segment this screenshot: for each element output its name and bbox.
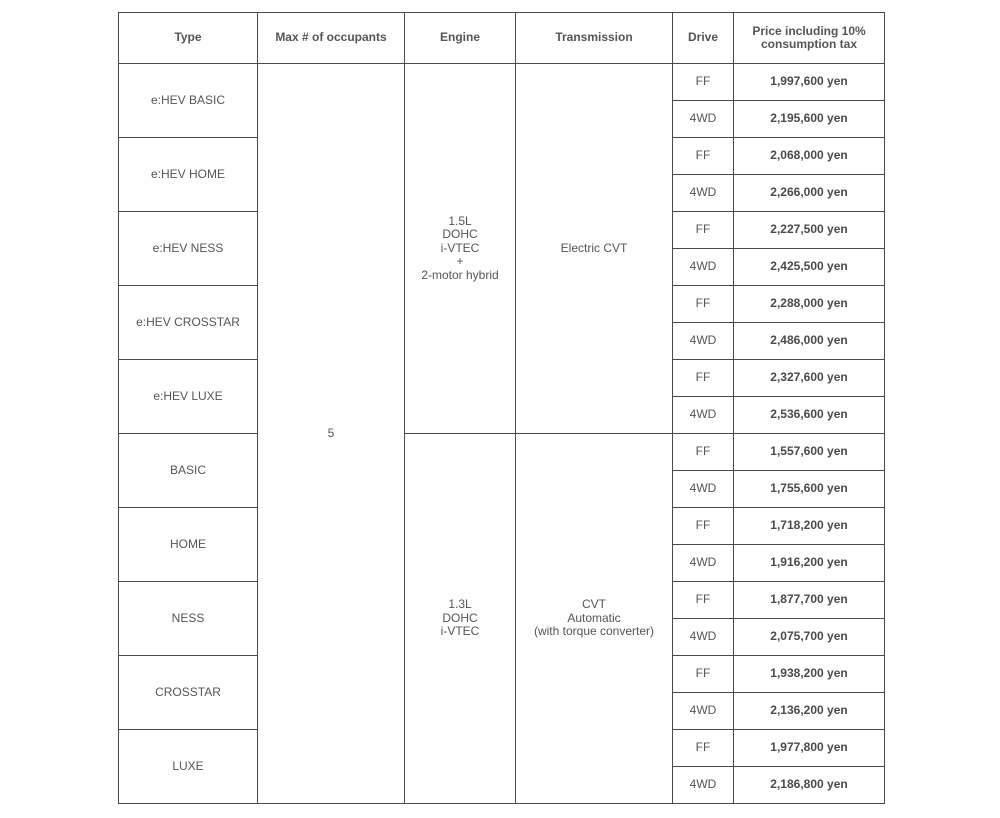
transmission-cell <box>516 434 673 804</box>
table-body <box>119 64 885 804</box>
type-cell: HOME <box>119 508 258 582</box>
engine-line: 2-motor hybrid <box>421 267 499 282</box>
drive-cell: FF <box>673 656 734 693</box>
header-type: Type <box>119 13 258 64</box>
price-cell: 2,536,600 yen <box>734 397 885 434</box>
transmission-line: Electric CVT <box>560 240 628 255</box>
header-transmission: Transmission <box>516 13 673 64</box>
header-engine: Engine <box>405 13 516 64</box>
drive-cell: 4WD <box>673 175 734 212</box>
drive-cell: FF <box>673 434 734 471</box>
header-price-line1: Price including 10% <box>752 23 866 38</box>
drive-cell: FF <box>673 212 734 249</box>
price-cell: 2,425,500 yen <box>734 249 885 286</box>
price-cell: 2,136,200 yen <box>734 693 885 730</box>
price-cell: 1,718,200 yen <box>734 508 885 545</box>
price-cell: 1,916,200 yen <box>734 545 885 582</box>
drive-cell: 4WD <box>673 767 734 804</box>
engine-cell <box>405 434 516 804</box>
type-cell: e:HEV LUXE <box>119 360 258 434</box>
header-price-line2: consumption tax <box>760 37 857 51</box>
drive-cell: FF <box>673 360 734 397</box>
price-cell: 2,486,000 yen <box>734 323 885 360</box>
drive-cell: FF <box>673 508 734 545</box>
price-cell: 1,938,200 yen <box>734 656 885 693</box>
drive-cell: 4WD <box>673 101 734 138</box>
type-cell: CROSSTAR <box>119 656 258 730</box>
engine-line: + <box>456 254 464 269</box>
price-cell: 2,195,600 yen <box>734 101 885 138</box>
engine-line: 1.3L <box>448 597 472 612</box>
price-cell: 1,977,800 yen <box>734 730 885 767</box>
drive-cell: FF <box>673 64 734 101</box>
drive-cell: FF <box>673 582 734 619</box>
type-cell: e:HEV HOME <box>119 138 258 212</box>
table-row <box>119 434 885 471</box>
engine-line: DOHC <box>442 610 478 625</box>
price-cell: 1,755,600 yen <box>734 471 885 508</box>
engine-line: 1.5L <box>448 213 472 228</box>
transmission-cell <box>516 64 673 434</box>
drive-cell: 4WD <box>673 323 734 360</box>
price-cell: 2,227,500 yen <box>734 212 885 249</box>
engine-cell <box>405 64 516 434</box>
occupants-cell: 5 <box>258 64 405 804</box>
price-cell: 1,557,600 yen <box>734 434 885 471</box>
drive-cell: 4WD <box>673 471 734 508</box>
header-occupants: Max # of occupants <box>258 13 405 64</box>
transmission-line: (with torque converter) <box>533 624 655 639</box>
price-table <box>118 12 885 804</box>
type-cell: NESS <box>119 582 258 656</box>
price-cell: 2,288,000 yen <box>734 286 885 323</box>
engine-line: i-VTEC <box>440 240 480 255</box>
drive-cell: FF <box>673 138 734 175</box>
type-cell: e:HEV CROSSTAR <box>119 286 258 360</box>
transmission-line: Automatic <box>567 610 621 625</box>
header-drive: Drive <box>673 13 734 64</box>
price-cell: 2,266,000 yen <box>734 175 885 212</box>
drive-cell: 4WD <box>673 397 734 434</box>
price-cell: 2,186,800 yen <box>734 767 885 804</box>
engine-line: i-VTEC <box>440 624 480 639</box>
engine-line: DOHC <box>442 227 478 242</box>
type-cell: LUXE <box>119 730 258 804</box>
price-cell: 1,997,600 yen <box>734 64 885 101</box>
type-cell: BASIC <box>119 434 258 508</box>
price-cell: 2,327,600 yen <box>734 360 885 397</box>
transmission-line: CVT <box>582 597 606 612</box>
drive-cell: 4WD <box>673 619 734 656</box>
header-row <box>119 13 885 64</box>
price-cell: 2,075,700 yen <box>734 619 885 656</box>
table-row <box>119 64 885 101</box>
drive-cell: 4WD <box>673 249 734 286</box>
drive-cell: 4WD <box>673 545 734 582</box>
type-cell: e:HEV BASIC <box>119 64 258 138</box>
drive-cell: FF <box>673 286 734 323</box>
price-cell: 2,068,000 yen <box>734 138 885 175</box>
type-cell: e:HEV NESS <box>119 212 258 286</box>
drive-cell: FF <box>673 730 734 767</box>
drive-cell: 4WD <box>673 693 734 730</box>
price-cell: 1,877,700 yen <box>734 582 885 619</box>
header-price <box>734 13 885 64</box>
